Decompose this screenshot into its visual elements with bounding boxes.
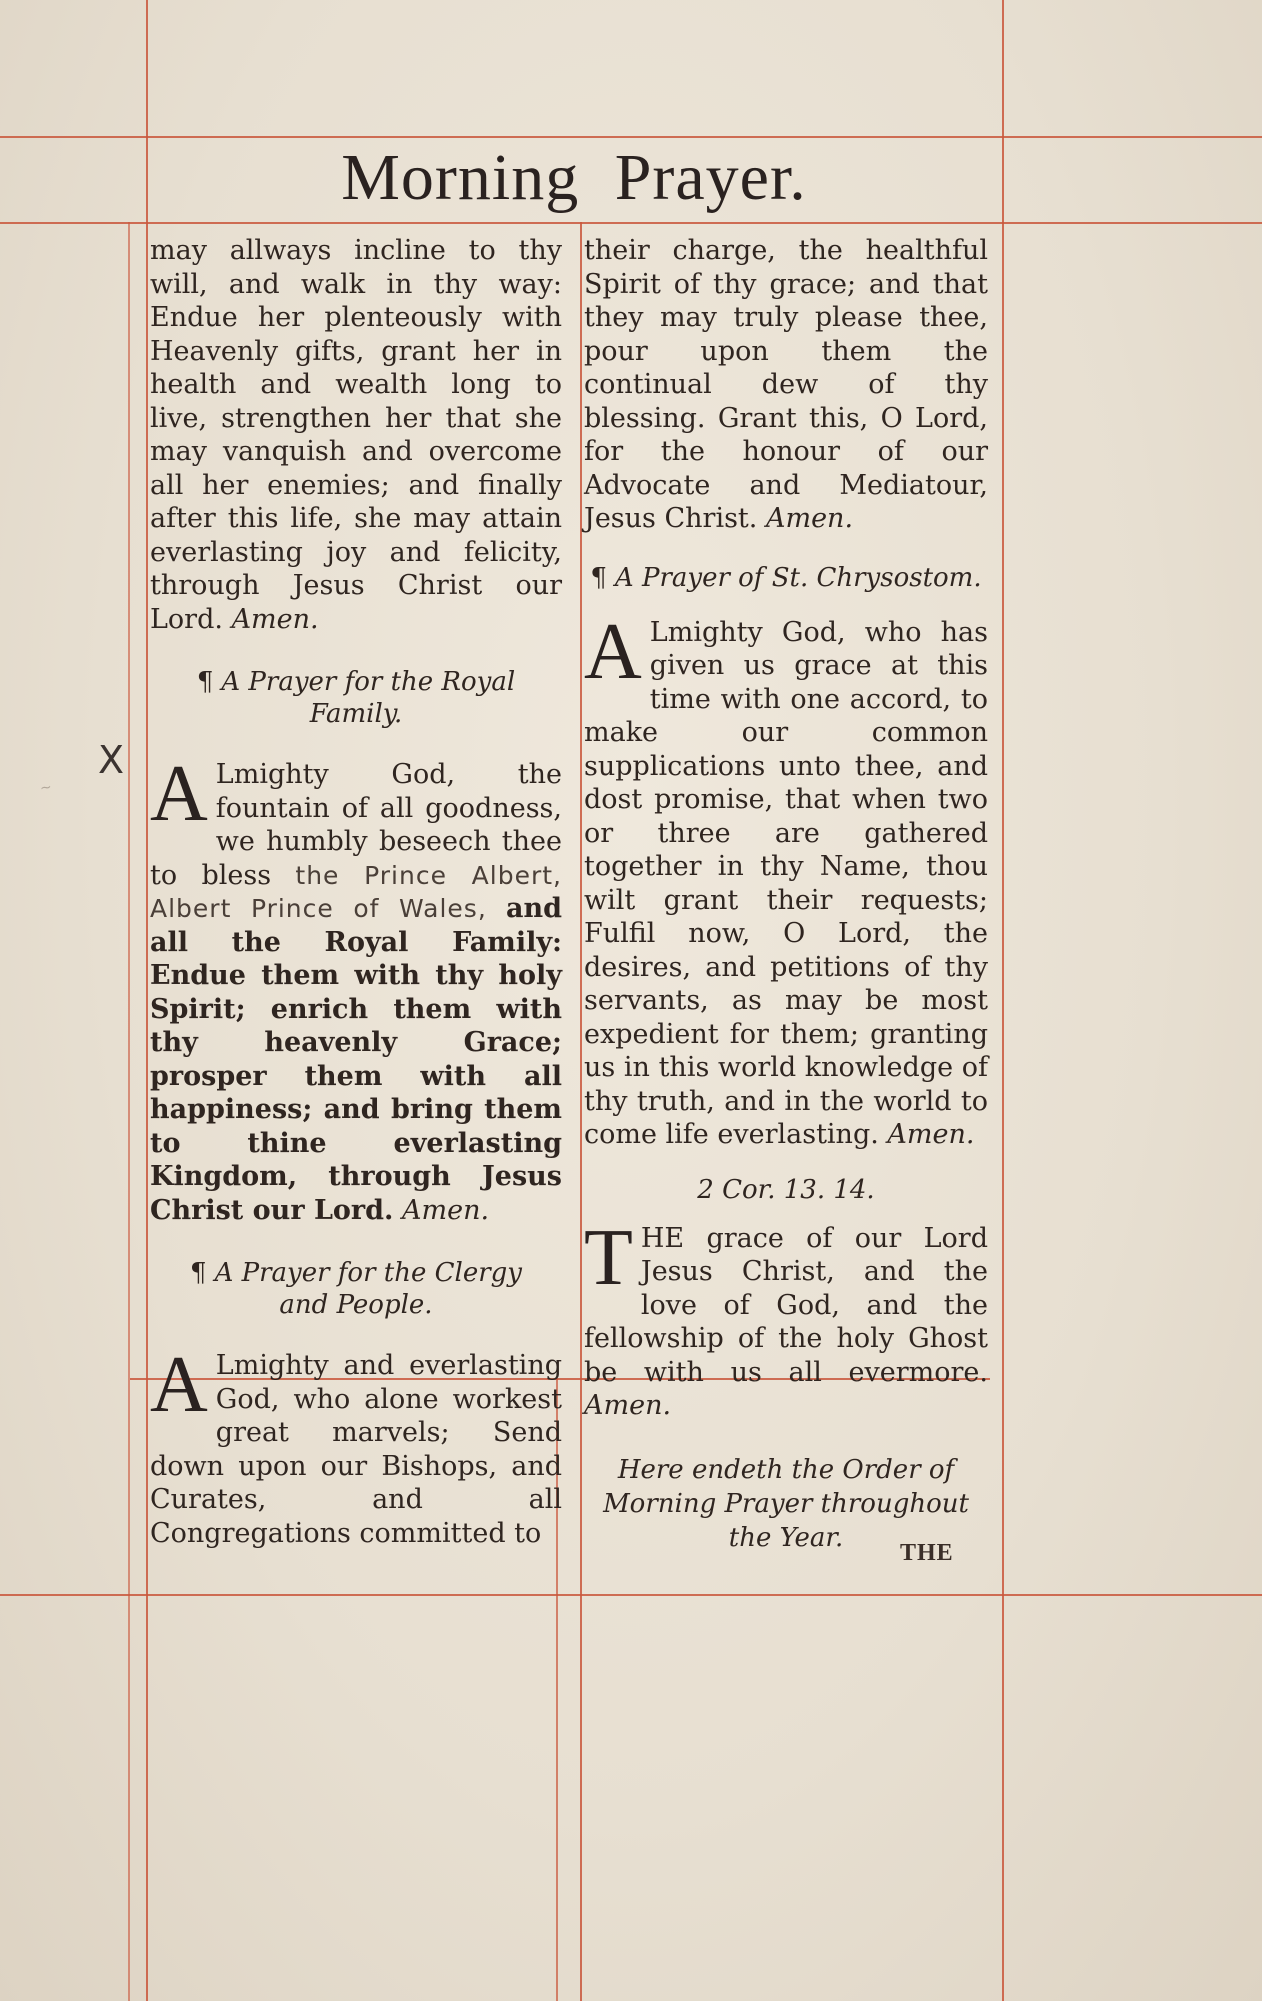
- right-p2-text: Lmighty God, who has given us grace at this time with one accord, to make our common supplications unto thee, and dost promise, that when two or three are gathered together in thy Name, thou wilt grant their requests; Fulfil now, O Lord, the desires, and petitions of thy servants, as may be most expedient for them; granting us in this world knowledge of thy truth, and in the world to come life everlasting.: [584, 616, 988, 1150]
- left-p2-amen: Amen.: [402, 1194, 490, 1226]
- right-p1-amen: Amen.: [765, 503, 854, 534]
- left-p2-text-a: Lmighty God, the fountain of all goodness, we humbly beseech thee to bless: [150, 759, 562, 891]
- rule-right: [1002, 0, 1004, 2001]
- pilcrow-icon: ¶: [590, 562, 607, 593]
- right-paragraph-3: [584, 1213, 988, 1423]
- right-paragraph-1: [584, 234, 988, 536]
- heading-chrysostom-text: A Prayer of St. Chrysostom.: [614, 562, 982, 593]
- rule-left-outer: [146, 0, 148, 2001]
- heading-chrysostom: [584, 562, 988, 594]
- right-p3-text: HE grace of our Lord Jesus Christ, and the love of God, and the fellowship of the holy Ghost be with us all evermore.: [584, 1222, 988, 1388]
- rule-left-inner: [128, 222, 130, 2001]
- left-p1-text: may allways incline to thy will, and walk in thy way: Endue her plenteously with Heavenly gifts, grant her in health and wealth long to live, strengthen her that she may vanquish and overcome all her enemies; and finally after this life, she may attain everlasting joy and felicity, through Jesus Christ our Lord.: [150, 235, 562, 635]
- rule-lower: [0, 1594, 1262, 1596]
- page-title: Morning Prayer.: [341, 141, 807, 214]
- heading-scripture-ref: [584, 1174, 988, 1206]
- dropcap: A: [150, 1341, 208, 1429]
- heading-royal-family: [150, 666, 562, 730]
- right-p1-text: their charge, the healthful Spirit of thy grace; and that they may truly please thee, pour upon them the continual dew of thy blessing. Grant this, O Lord, for the honour of our Advocate and Mediatour, Jesus Christ.: [584, 235, 988, 534]
- right-p3-amen: Amen.: [584, 1390, 672, 1421]
- left-paragraph-1: [150, 234, 562, 636]
- right-p2-amen: Amen.: [887, 1119, 975, 1150]
- pasted-correction: the Prince Albert, Albert Prince of Wales,: [150, 860, 562, 923]
- dropcap: A: [150, 750, 208, 838]
- left-p2-text-b: and all the Royal Family: Endue them with thy holy Spirit; enrich them with thy heavenly Grace; prosper them with all happiness; and bring them to thine everlasting Kingdom, through Jesus Christ our Lord.: [150, 893, 562, 1226]
- rule-center: [580, 222, 582, 2001]
- right-column: [584, 234, 988, 1555]
- header: [148, 136, 1000, 220]
- faint-margin-note: ~: [38, 779, 53, 797]
- left-paragraph-3: [150, 1341, 562, 1550]
- margin-mark: X: [98, 738, 125, 782]
- left-column: [150, 234, 562, 1550]
- dropcap: T: [584, 1213, 633, 1302]
- catchword: THE: [900, 1540, 954, 1566]
- left-p3-text: Lmighty and everlasting God, who alone workest great marvels; Send down upon our Bishops, and Curates, and all Congregations committed to: [150, 1350, 562, 1549]
- closing-rubric: Here endeth the Order of Morning Prayer throughout the Year.: [603, 1454, 969, 1553]
- rule-below-header: [0, 222, 1262, 224]
- scripture-ref-text: 2 Cor. 13. 14.: [697, 1174, 875, 1205]
- heading-royal-family-text: A Prayer for the Royal Family.: [221, 667, 516, 729]
- pilcrow-icon: ¶: [196, 667, 214, 697]
- right-paragraph-2: [584, 607, 988, 1152]
- left-paragraph-2: [150, 750, 562, 1227]
- heading-clergy-text: A Prayer for the Clergy and People.: [214, 1258, 522, 1320]
- pilcrow-icon: ¶: [190, 1258, 207, 1288]
- left-p1-amen: Amen.: [231, 603, 319, 635]
- dropcap: A: [584, 607, 642, 696]
- heading-clergy-people: [190, 1257, 522, 1321]
